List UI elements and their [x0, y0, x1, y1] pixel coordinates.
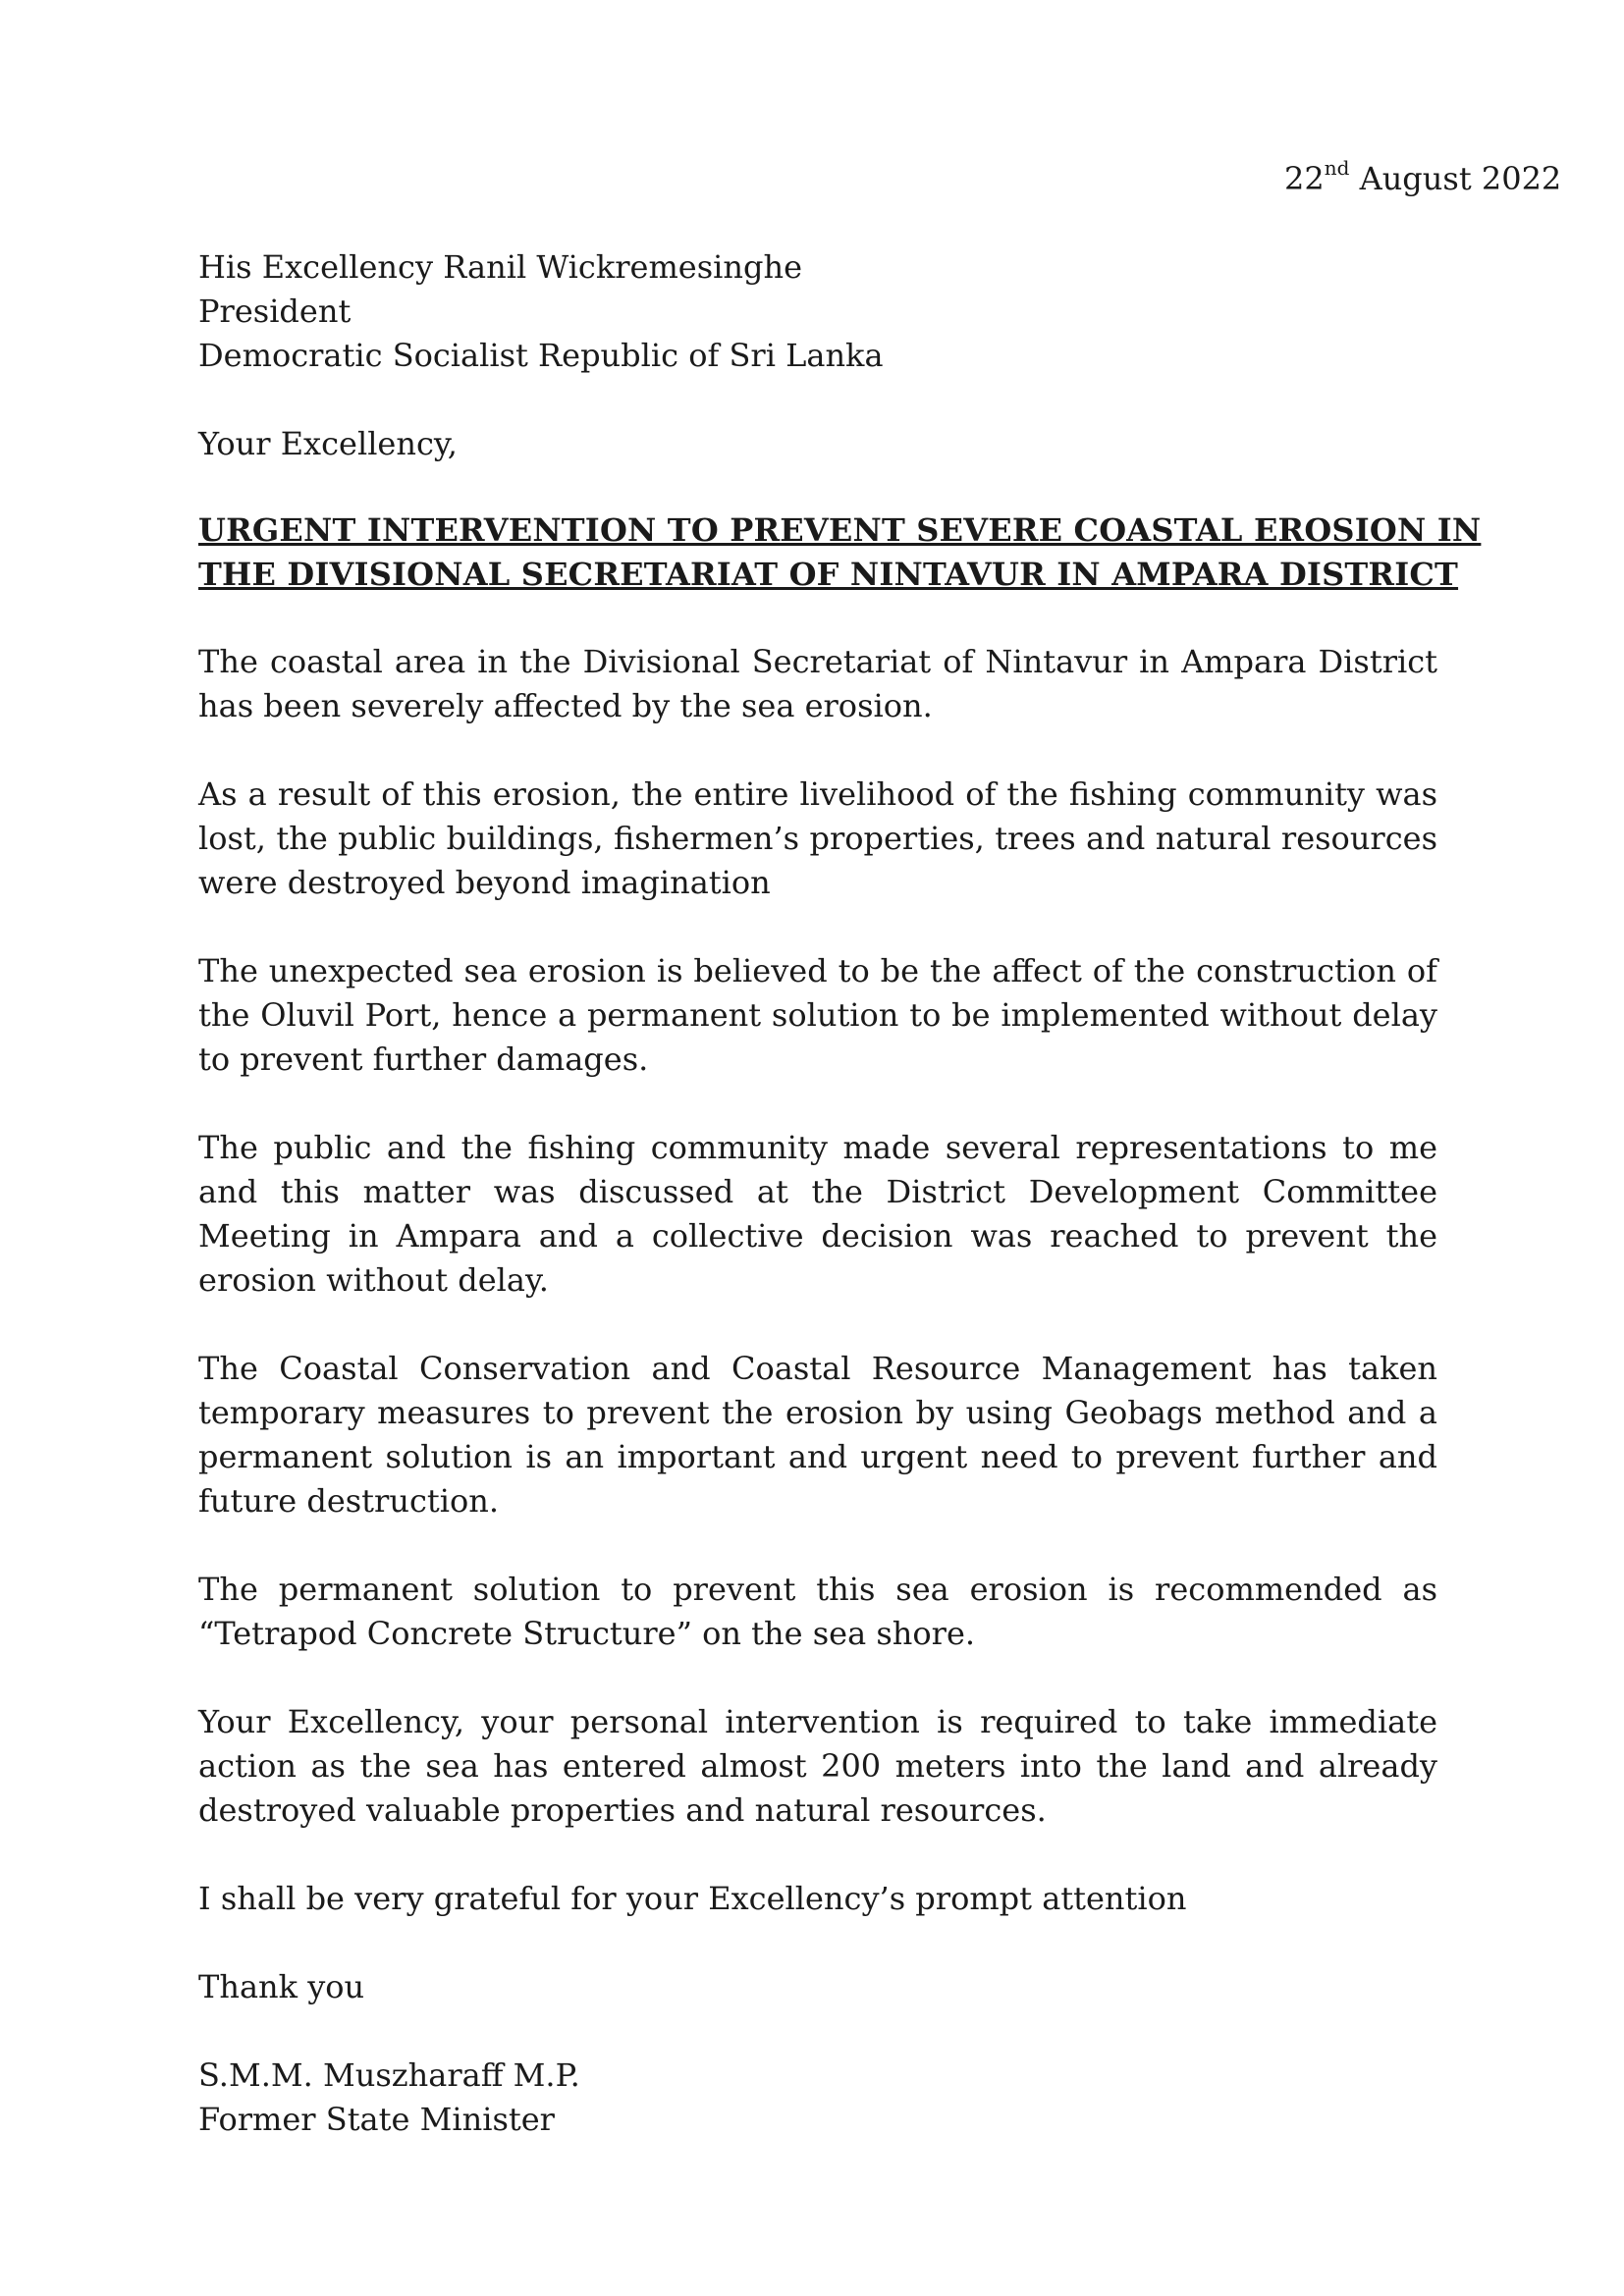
letter-body [198, 640, 1437, 2142]
subject-line-1: URGENT INTERVENTION TO PREVENT SEVERE COASTAL EROSION IN [198, 511, 1482, 549]
body-paragraph: The coastal area in the Divisional Secretariat of Nintavur in Ampara District has been severely affected by the sea erosion. [198, 643, 1437, 724]
date-ordinal-suffix: nd [1324, 156, 1350, 181]
subject-heading [198, 508, 1482, 597]
date-month-year: August 2022 [1359, 160, 1562, 197]
body-paragraph: The Coastal Conservation and Coastal Resource Management has taken temporary measures to prevent the erosion by using Geobags method and a permanent solution is an important and urgent need to prevent further and future destruction. [198, 1350, 1437, 1520]
signatory-name: S.M.M. Muszharaff M.P. [198, 2056, 580, 2094]
thank-you-line: Thank you [198, 1968, 365, 2005]
addressee-name: His Excellency Ranil Wickremesinghe [198, 248, 803, 286]
gratitude-line: I shall be very grateful for your Excellency’s prompt attention [198, 1880, 1187, 1917]
date-day: 22 [1284, 160, 1325, 197]
addressee-block [198, 245, 884, 378]
addressee-title: President [198, 293, 352, 330]
salutation: Your Excellency, [198, 425, 458, 462]
body-paragraph: The public and the fishing community made several representations to me and this matter was discussed at the District Development Committee Meeting in Ampara and a collective decision was reached to prevent the erosion without delay. [198, 1129, 1437, 1299]
signatory-title: Former State Minister [198, 2101, 555, 2138]
body-paragraph: The permanent solution to prevent this sea erosion is recommended as “Tetrapod Concrete Structure” on the sea shore. [198, 1571, 1437, 1652]
signature-block [198, 2054, 1437, 2142]
letter-date [1284, 157, 1561, 201]
body-paragraph: The unexpected sea erosion is believed to be the affect of the construction of the Oluvil Port, hence a permanent solution to be implemented without delay to prevent further damages. [198, 952, 1437, 1078]
body-paragraph: Your Excellency, your personal intervention is required to take immediate action as the sea has entered almost 200 meters into the land and already destroyed valuable properties and natural resources. [198, 1703, 1437, 1829]
subject-line-2: THE DIVISIONAL SECRETARIAT OF NINTAVUR IN AMPARA DISTRICT [198, 556, 1459, 593]
addressee-country: Democratic Socialist Republic of Sri Lanka [198, 337, 884, 374]
body-paragraph: As a result of this erosion, the entire livelihood of the fishing community was lost, the public buildings, fishermen’s properties, trees and natural resources were destroyed beyond imagination [198, 775, 1437, 901]
